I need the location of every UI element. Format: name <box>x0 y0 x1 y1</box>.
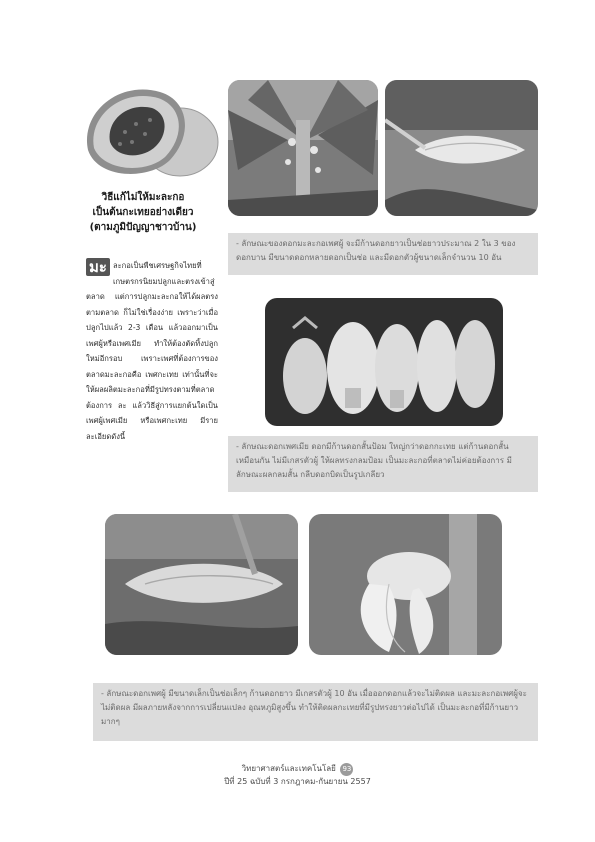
papaya-illustration <box>70 72 220 184</box>
title-line-1: วิธีแก้ไม่ให้มะละกอ <box>101 192 185 203</box>
page-number: 93 <box>340 763 353 776</box>
caption-hermaphrodite-flower <box>228 436 538 492</box>
body-paragraph: ละกอเป็นพืชเศรษฐกิจไทยที่เกษตรกรนิยมปลูกและตรงเข้าสู่ตลาด แต่การปลูกมะละกอให้ได้ผลตรงตามตลาด ก็ไม่ใช่เรื่องง่าย เพราะว่าเมื่อปลูกไปแล้ว 2-3 เดือน แล้วออกมาเป็นเพศผู้หรือเพศเมีย ทำให้ต้องตัดทิ้งปลูกใหม่อีกรอบ เพราะเพศที่ต้องการของตลาดมะละกอคือ เพศกะเทย เท่านั้นที่จะให้ผลผลิตมะละกอที่มีรูปทรงตามที่ตลาดต้องการ ละ แล้ววิธีสู่การแยกต้นใดเป็นเพศผู้เพศเมีย หรือเพศกะเทย มีรายละเอียดดังนี้ <box>86 261 218 441</box>
caption-female-flower <box>93 683 538 741</box>
caption-male-flower <box>228 233 538 275</box>
journal-name: วิทยาศาสตร์และเทคโนโลยี <box>241 764 336 773</box>
photo-long-flower <box>385 80 538 216</box>
title-line-2: เป็นต้นกะเทยอย่างเดียว <box>92 207 194 218</box>
page-footer <box>210 763 385 788</box>
drop-cap: มะ <box>86 258 110 276</box>
footer-journal-line <box>210 763 385 776</box>
photo-flower-comparison <box>265 298 503 426</box>
caption-male-text: - ลักษณะของดอกมะละกอเพศผู้ จะมีก้านดอกยาวเป็นช่อยาวประมาณ 2 ใน 3 ของดอกบาน มีขนาดดอกหลายดอกเป็นช่อ และมีดอกตัวผู้ขนาดเล็กจำนวน 10 อัน <box>236 239 516 262</box>
photo-papaya-tree <box>228 80 378 216</box>
title-line-3: (ตามภูมิปัญญาชาวบ้าน) <box>89 222 197 233</box>
photo-open-flower <box>309 514 502 655</box>
issue-info: ปีที่ 25 ฉบับที่ 3 กรกฎาคม-กันยายน 2557 <box>224 777 371 786</box>
caption-female-text: - ลักษณะดอกเพศผู้ มีขนาดเล็กเป็นช่อเล็กๆ ก้านดอกยาว มีเกสรตัวผู้ 10 อัน เมื่อออกดอกแล้วจะไม่ติดผล และมะละกอเพศผู้จะไม่ติดผล มีผลภายหลังจากการเปลี่ยนแปลง อุณหภูมิสูงขึ้น ทำให้ติดผลกะเทยที่มีรูปทรงยาวต่อไปได้ เป็นมะละกอที่มีก้านยาวมากๆ <box>101 689 527 726</box>
caption-hermaphrodite-text: - ลักษณะดอกเพศเมีย ดอกมีก้านดอกสั้นป้อม ใหญ่กว่าดอกกะเทย แต่ก้านดอกสั้นเหมือนกัน ไม่มีเกสรตัวผู้ ให้ผลทรงกลมป้อม เป็นมะละกอที่ตลาดไม่ค่อยต้องการ มีลักษณะผลกลมสั้น กลีบดอกบิดเป็นรูปเกลียว <box>236 442 512 479</box>
photo-flower-bud <box>105 514 298 655</box>
article-title <box>68 190 218 235</box>
article-body <box>86 258 218 444</box>
